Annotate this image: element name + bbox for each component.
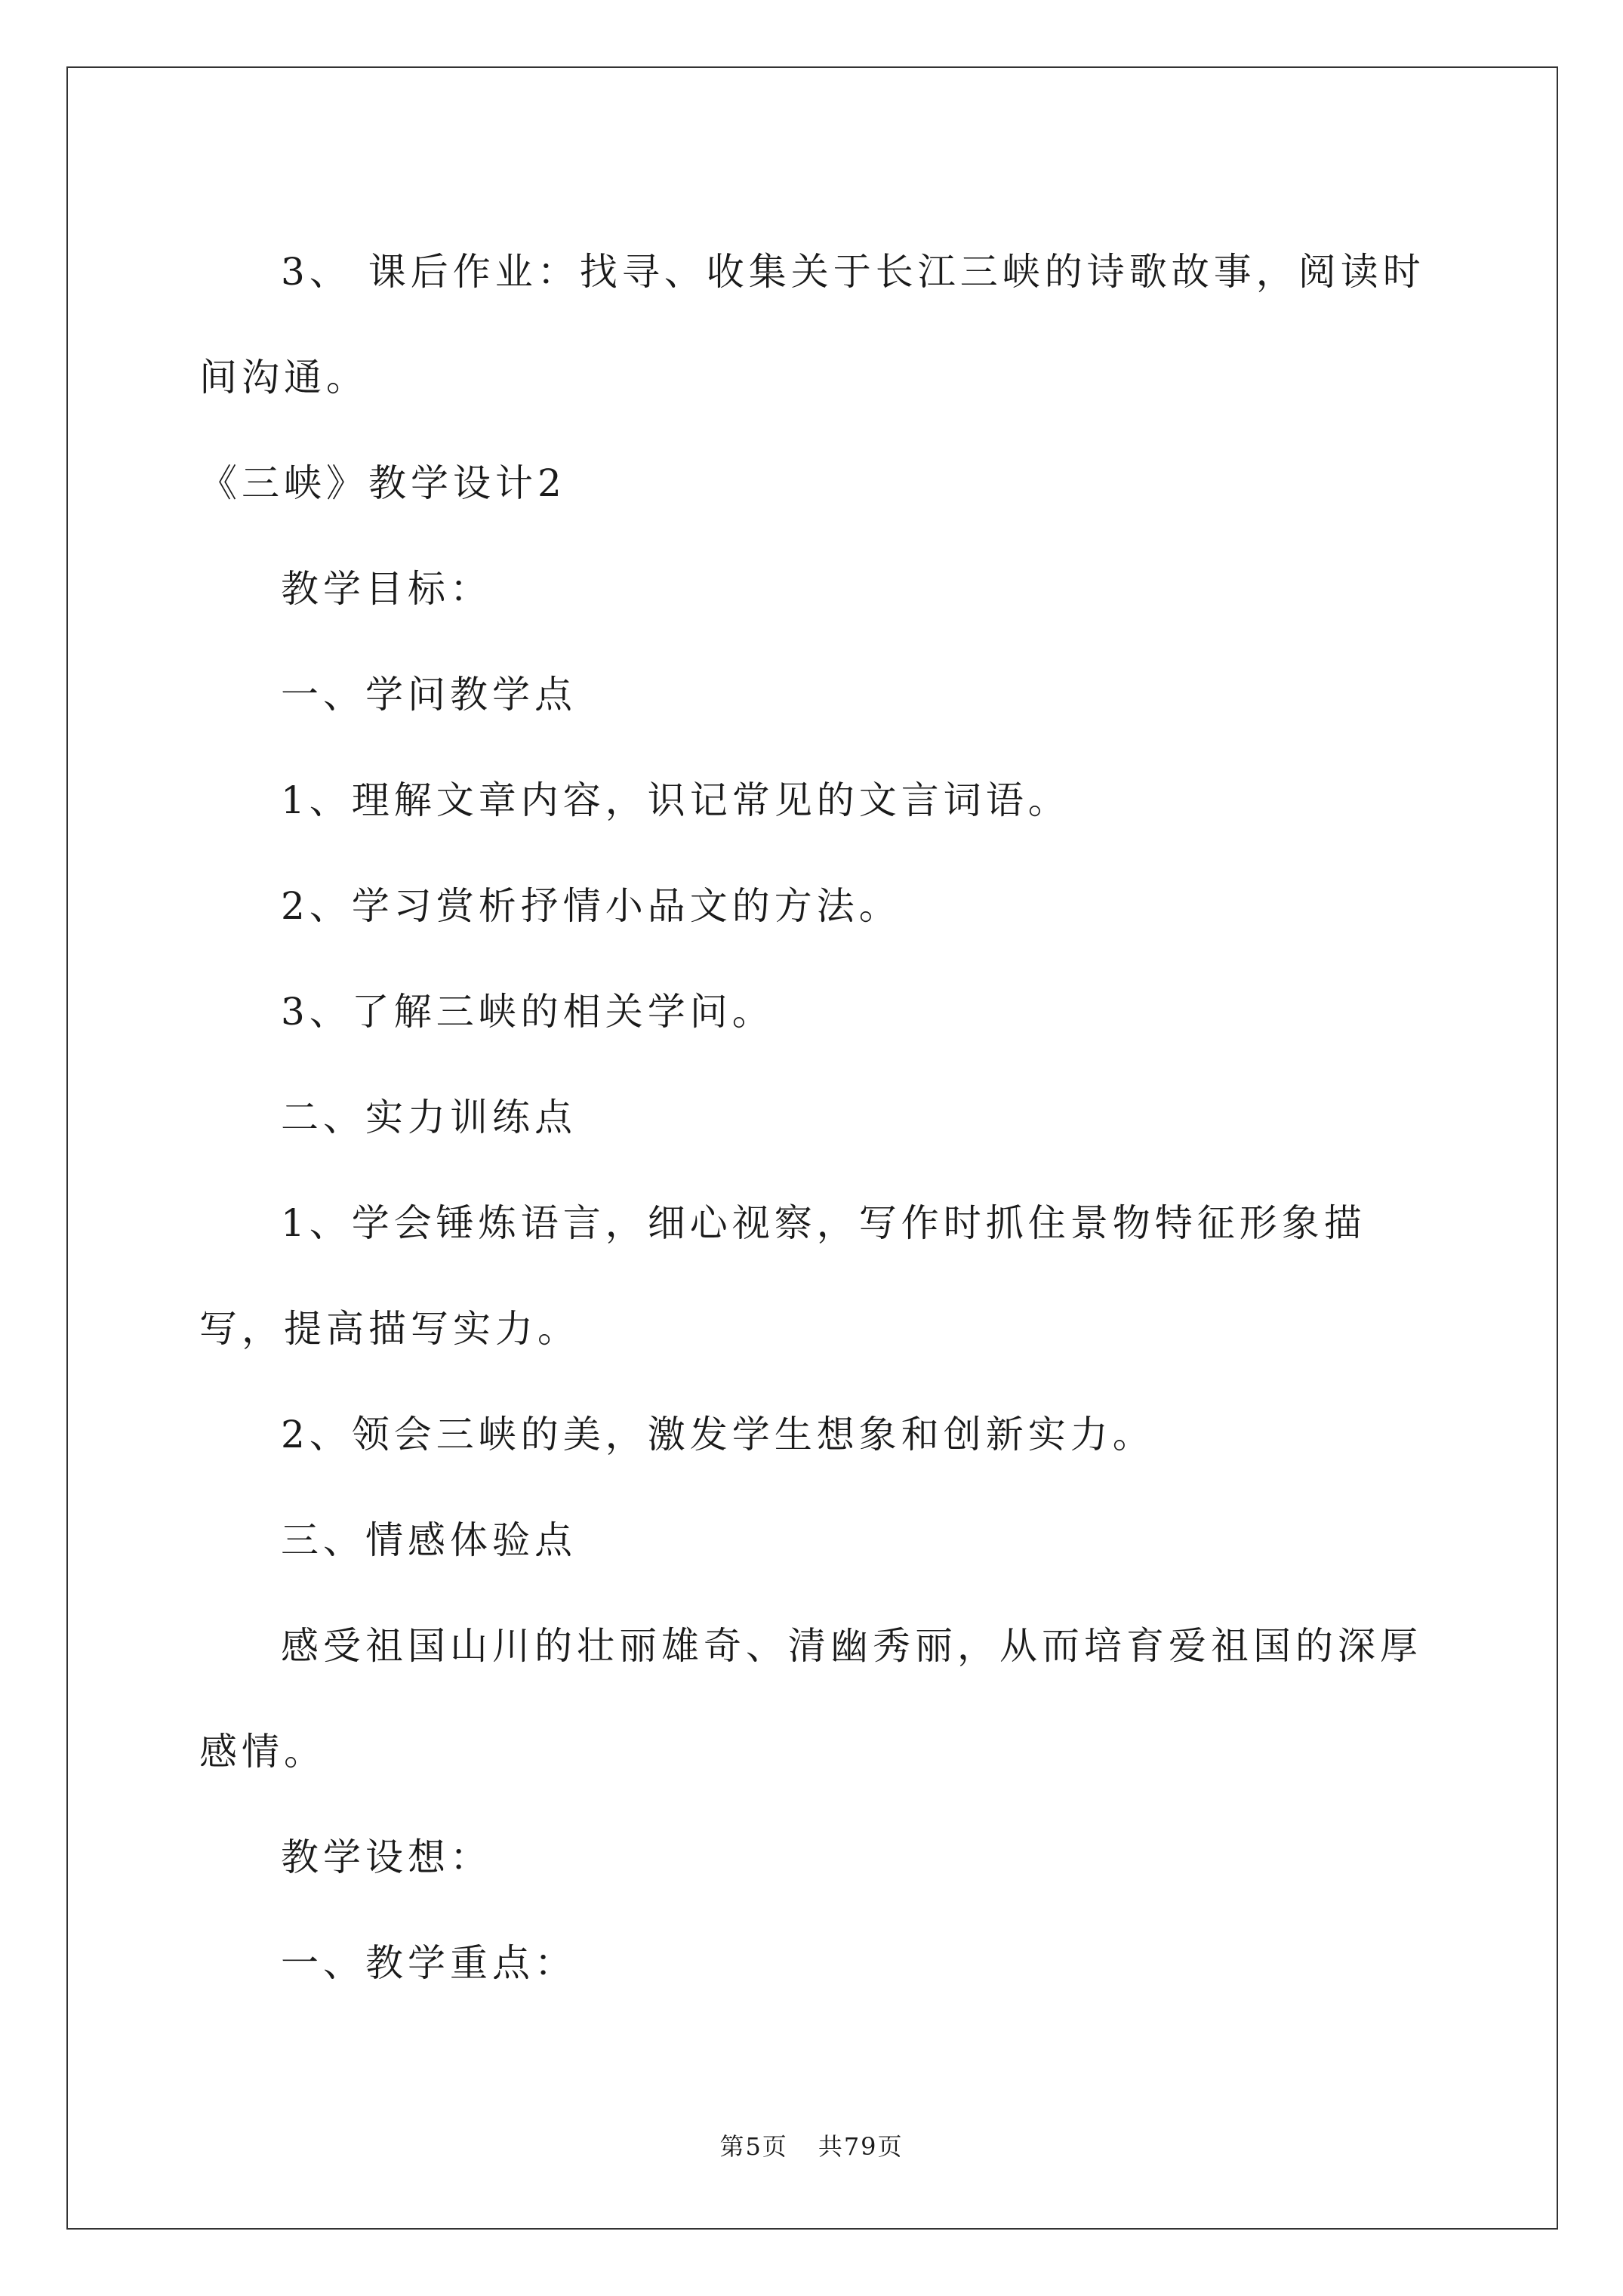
page-footer — [0, 2128, 1623, 2162]
paragraph: 3、 课后作业：找寻、收集关于长江三峡的诗歌故事，阅读时间沟通。 — [199, 250, 1425, 399]
paragraph: 一、教学重点： — [281, 1941, 577, 1985]
page-number-current: 第5页 — [719, 2132, 788, 2161]
paragraph: 二、实力训练点 — [281, 1096, 577, 1139]
paragraph: 1、理解文章内容，识记常见的文言词语。 — [281, 778, 1070, 822]
paragraph: 2、领会三峡的美，激发学生想象和创新实力。 — [281, 1413, 1155, 1456]
paragraph: 3、了解三峡的相关学问。 — [281, 990, 775, 1034]
paragraph: 教学目标： — [281, 567, 492, 611]
paragraph: 教学设想： — [281, 1835, 492, 1879]
paragraph: 感受祖国山川的壮丽雄奇、清幽秀丽，从而培育爱祖国的深厚感情。 — [199, 1624, 1422, 1774]
paragraph: 三、情感体验点 — [281, 1518, 577, 1562]
page-number-total: 共79页 — [818, 2132, 904, 2161]
paragraph: 一、学问教学点 — [281, 673, 577, 717]
document-body — [199, 219, 1430, 2016]
paragraph: 2、学习赏析抒情小品文的方法。 — [281, 884, 901, 928]
section-title: 《三峡》教学设计2 — [199, 461, 566, 505]
paragraph: 1、学会锤炼语言，细心视察，写作时抓住景物特征形象描写，提高描写实力。 — [199, 1201, 1366, 1351]
